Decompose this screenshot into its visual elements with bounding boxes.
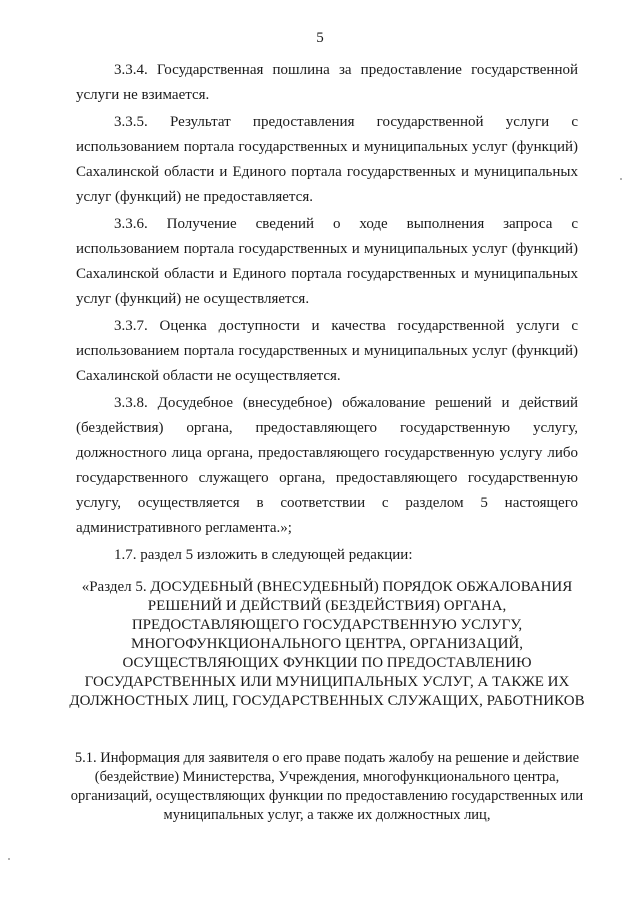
paragraph-3-3-8: 3.3.8. Досудебное (внесудебное) обжалование решений и действий (бездействия) органа, предоставляющего государственную услугу, должностного лица органа, предоставляющего государственную услугу либо государственного служащего органа, предоставляющего государственную услугу, осуществляется в соответствии с разделом 5 настоящего административного регламента.»; xyxy=(76,395,578,536)
paragraph-3-3-5: 3.3.5. Результат предоставления государственной услуги с использованием портала государственных и муниципальных услуг (функций) Сахалинской области и Единого портала государственных и муниципальных услуг (функций) не предоставляется. xyxy=(76,114,578,205)
section-5-heading: «Раздел 5. ДОСУДЕБНЫЙ (ВНЕСУДЕБНЫЙ) ПОРЯДОК ОБЖАЛОВАНИЯ РЕШЕНИЙ И ДЕЙСТВИЙ (БЕЗДЕЙСТВИЯ) ОРГАНА, ПРЕДОСТАВЛЯЮЩЕГО ГОСУДАРСТВЕННУЮ УСЛУГУ, МНОГОФУНКЦИОНАЛЬНОГО ЦЕНТРА, ОРГАНИЗАЦИЙ, ОСУЩЕСТВЛЯЮЩИХ ФУНКЦИИ ПО ПРЕДОСТАВЛЕНИЮ ГОСУДАРСТВЕННЫХ ИЛИ МУНИЦИПАЛЬНЫХ УСЛУГ, А ТАКЖЕ ИХ ДОЛЖНОСТНЫХ ЛИЦ, ГОСУДАРСТВЕННЫХ СЛУЖАЩИХ, РАБОТНИКОВ xyxy=(69,579,585,709)
document-body xyxy=(69,58,585,825)
paragraph-3-3-6: 3.3.6. Получение сведений о ходе выполнения запроса с использованием портала государственных и муниципальных услуг (функций) Сахалинской области и Единого портала государственных и муниципальных услуг (функций) не осуществляется. xyxy=(76,216,578,307)
paragraph-3-3-4: 3.3.4. Государственная пошлина за предоставление государственной услуги не взимается. xyxy=(76,62,578,103)
scan-speck xyxy=(8,858,10,860)
paragraph-5-1: 5.1. Информация для заявителя о его праве подать жалобу на решение и действие (бездействие) Министерства, Учреждения, многофункционального центра, организаций, осуществляющих функции по предоставлению государственных или муниципальных услуг, а также их должностных лиц, xyxy=(70,750,584,823)
scan-speck xyxy=(620,178,622,180)
paragraph-3-3-7: 3.3.7. Оценка доступности и качества государственной услуги с использованием портала государственных и муниципальных услуг (функций) Сахалинской области не осуществляется. xyxy=(76,318,578,384)
page-number: 5 xyxy=(316,30,324,46)
paragraph-1-7: 1.7. раздел 5 изложить в следующей редакции: xyxy=(114,547,413,563)
